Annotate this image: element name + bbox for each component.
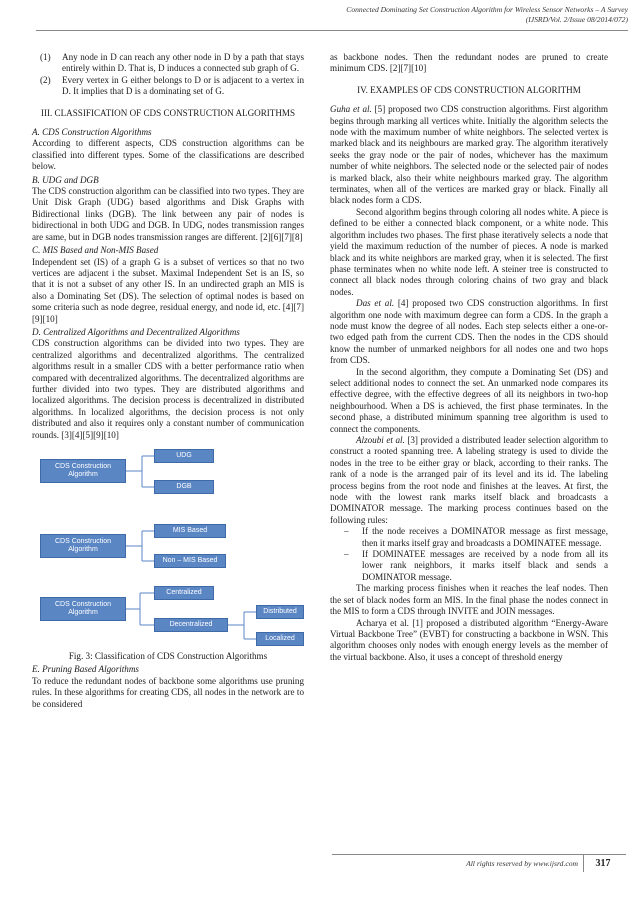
cds-box-1: CDS Construction Algorithm — [40, 459, 126, 483]
cds-box-3: CDS Construction Algorithm — [40, 597, 126, 621]
right-column — [330, 52, 608, 663]
subsection-d: D. Centralized Algorithms and Decentralized Algorithms — [32, 326, 240, 337]
left-column — [32, 52, 304, 710]
udg-box: UDG — [154, 449, 214, 463]
mis-box: MIS Based — [154, 524, 226, 538]
paragraph-alzoubi: Alzoubi et al. [3] provided a distributed leader selection algorithm to construct a rooted spanning tree. A labeling strategy is used to divide the nodes in the tree to be either gray or black, according to their ranks. The rank of a node is the arranged pair of its level and its id. The labeling process begins from the root node and finishes at the leaves. At first, the node with the lowest rank marks itself black and broadcasts a DOMINATOR message. The marking process continues based on the following rules: — [330, 435, 608, 525]
header-issue: (IJSRD/Vol. 2/Issue 08/2014/072) — [525, 15, 628, 24]
paragraph-guha: Guha et al. [5] proposed two CDS construction algorithms. First algorithm begins through marking all vertices white. Initially the algorithm selects the node with the maximum number of white neighbors. The selected vertex is marked black and its neighbours are marked gray. The algorithm iteratively seeks the gray node or the pair of nodes, whichever has the maximum number of white neighbors. The selected node or the selected pair of nodes is marked black, also their white neighbours marked gray. The algorithm terminates, when all of the vertices are marked gray or black. Finally all black nodes form a CDS. — [330, 104, 608, 206]
paragraph-marking: The marking process finishes when it reaches the leaf nodes. Then the set of black nodes form an MIS. In the final phase the nodes connect in the MIS to form a CDS through INVITE and JOIN messages. — [330, 583, 608, 617]
paragraph-a: According to different aspects, CDS construction algorithms can be classified into different types. Some of the classifications are described below. — [32, 138, 304, 172]
author-acharya: Acharya et al. — [356, 617, 409, 628]
paragraph-second-algorithm: Second algorithm begins through coloring all nodes white. A piece is defined to be either a connected black component, or a white node. This algorithm includes two phases. The first phase iteratively selects a node that yield the maximum reduction of the number of pieces. A node is marked black and its white neighbors are marked gray, when it is selected. The first phase terminates when no white node left. A steiner tree is constructed to connect all black nodes through coloring chains of two gray and black nodes. — [330, 206, 608, 297]
localized-box: Localized — [256, 632, 304, 646]
subsection-e: E. Pruning Based Algorithms — [32, 664, 139, 675]
dgb-box: DGB — [154, 480, 214, 494]
author-das: Das et al. — [356, 298, 395, 309]
footer-rights: All rights reserved by www.ijsrd.com — [466, 859, 578, 868]
author-alzoubi: Alzoubi et al. — [356, 435, 405, 445]
running-header — [346, 5, 628, 25]
section-heading-4: IV. EXAMPLES OF CDS CONSTRUCTION ALGORITHM — [357, 84, 581, 95]
author-guha: Guha et al. — [330, 104, 372, 115]
enum-item: (2) Every vertex in G either belongs to D or is adjacent to a vertex in D. It implies that D is a dominating set of G. — [40, 74, 304, 97]
paragraph-acharya: Acharya et al. [1] proposed a distributed algorithm “Energy-Aware Virtual Backbone Tree” (EVBT) for constructing a backbone in WSN. This algorithm chooses only nodes with enough energy levels as the member of the virtual backbone. Also, it uses a concept of threshold energy — [330, 617, 608, 662]
subsection-c: C. MIS Based and Non-MIS Based — [32, 245, 159, 256]
centralized-box: Centralized — [154, 586, 214, 600]
classification-figure — [32, 447, 304, 647]
decentralized-box: Decentralized — [154, 618, 228, 632]
header-rule — [36, 30, 628, 31]
paragraph-d: CDS construction algorithms can be divided into two types. They are centralized algorithms and decentralized algorithms. The centralized algorithms result in a smaller CDS with a better performance ratio when compared with decentralized algorithms. The decentralized algorithms are further divided into two types. They are distributed algorithms and localized algorithms. The decision process is decentralized in distributed algorithms. In localized algorithms, the decision process is not only distributed and also it requires only a constant number of communication rounds. [3][4][5][9][10] — [32, 338, 304, 440]
paragraph-e: To reduce the redundant nodes of backbone some algorithms use pruning rules. In these algorithms for creating CDS, all nodes in the network are to be considered — [32, 675, 304, 709]
enum-item: (1) Any node in D can reach any other node in D by a path that stays entirely within D. That is, D induces a connected sub graph of G. — [40, 52, 304, 74]
rule-item: – If DOMINATEE messages are received by a node from all its lower rank neighbors, it marks itself black and sends a DOMINATOR message. — [344, 549, 608, 582]
footer-rule — [332, 854, 626, 855]
page-number: 317 — [583, 854, 622, 872]
section-heading-3: III. CLASSIFICATION OF CDS CONSTRUCTION ALGORITHMS — [40, 107, 296, 118]
cds-box-2: CDS Construction Algorithm — [40, 534, 126, 558]
paragraph-continued: as backbone nodes. Then the redundant nodes are pruned to create minimum CDS. [2][7][10] — [330, 52, 608, 74]
paragraph-das: Das et al. [4] proposed two CDS construction algorithms. In first algorithm one node with maximum degree can form a CDS. In the graph a node must know the degree of all nodes. Each step selects either a one-or-two edged path from the current CDS. Then the nodes in the CDS should know the number of unmarked neighbors for all nodes one and two hops from CDS. — [330, 298, 608, 366]
distributed-box: Distributed — [256, 605, 304, 619]
subsection-b: B. UDG and DGB — [32, 174, 99, 185]
rule-item: – If the node receives a DOMINATOR message as first message, then it marks itself gray and broadcasts a DOMINATEE message. — [344, 526, 608, 548]
non-mis-box: Non – MIS Based — [154, 554, 226, 568]
header-title: Connected Dominating Set Construction Algorithm for Wireless Sensor Networks – A Survey — [346, 5, 628, 14]
subsection-a: A. CDS Construction Algorithms — [32, 127, 152, 138]
paragraph-das-second: In the second algorithm, they compute a Dominating Set (DS) and select additional nodes to connect the set. An unmarked node compares its effective degree, with the effective degrees of all its neighbors in two-hop neighbourhood. When a DS is achieved, the first phase terminates. In the second phase, a distributed minimum spanning tree algorithm is used to connect the components. — [330, 366, 608, 434]
paragraph-c: Independent set (IS) of a graph G is a subset of vertices so that no two vertices are adjacent i the subset. Maximal Independent Set is an IS, so that it is not a subset of any other IS. In an undirected graph an MIS is also a Dominating Set (DS). The selection of optimal nodes is based on some criteria such as node degree, residual energy, and node id, etc. [4][7][9][10] — [32, 256, 304, 324]
paragraph-b: The CDS construction algorithm can be classified into two types. They are Unit Disk Graph (UDG) based algorithms and Disk Graphs with Bidirectional links (DGB). The link between any pair of nodes is bidirectional in both UDG and DGB. In UDG, nodes transmission ranges are same, but in DGB nodes transmission ranges are different. [2][6][7][8] — [32, 186, 304, 242]
figure-caption: Fig. 3: Classification of CDS Construction Algorithms — [68, 651, 268, 661]
